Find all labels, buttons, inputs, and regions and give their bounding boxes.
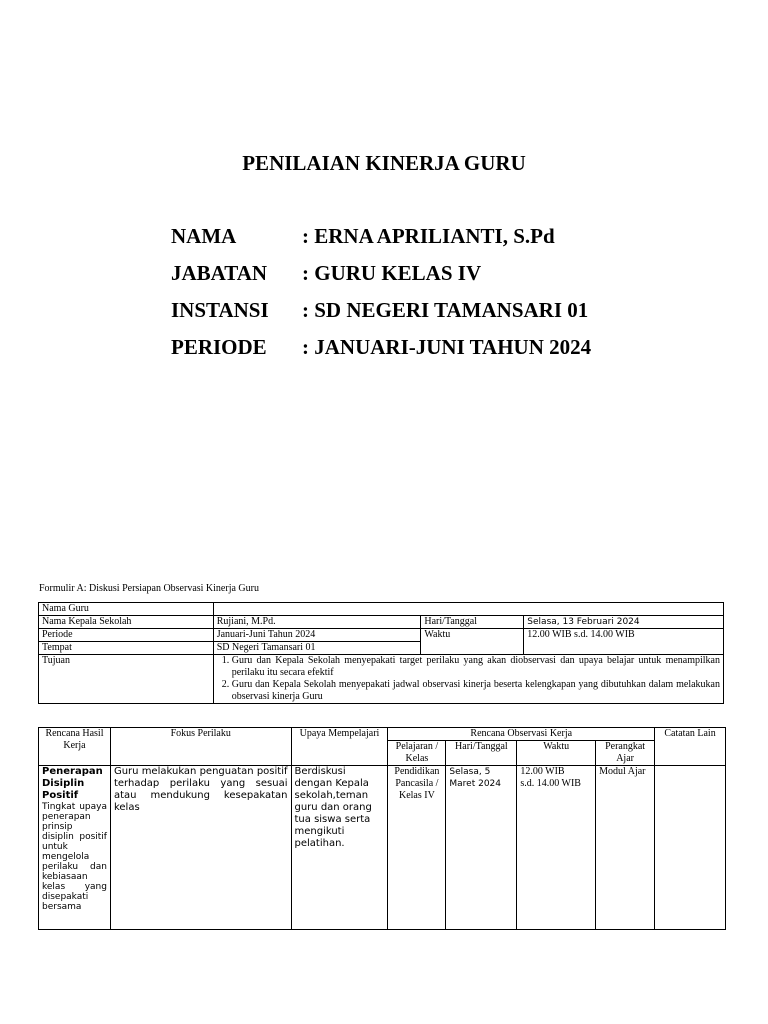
hari-label: Hari/Tanggal — [421, 616, 524, 629]
kepala-label: Nama Kepala Sekolah — [39, 616, 214, 629]
header-perangkat: Perangkat Ajar — [596, 741, 655, 766]
table-row — [39, 655, 724, 704]
header-pelajaran: Pelajaran / Kelas — [388, 741, 446, 766]
page-title: PENILAIAN KINERJA GURU — [242, 151, 526, 175]
tujuan-item: 2. Guru dan Kepala Sekolah menyepakati jadwal observasi kinerja beserta kelengkapan yang dibutuhkan dalam melakukan observasi kinerja Guru — [232, 679, 720, 703]
header-hari: Hari/Tanggal — [446, 741, 517, 766]
info-table — [38, 602, 724, 704]
waktu-line: 12.00 WIB — [520, 766, 565, 777]
identity-value: : GURU KELAS IV — [302, 261, 482, 285]
cell-pelajaran: Pendidikan Pancasila / Kelas IV — [388, 766, 446, 930]
waktu-value: 12.00 WIB s.d. 14.00 WIB — [524, 629, 724, 655]
cell-fokus: Guru melakukan penguatan positif terhadap perilaku yang sesuai atau mendukung kesepakatan kelas — [110, 766, 291, 930]
header-upaya: Upaya Mempelajari — [291, 728, 388, 766]
rencana-title: Penerapan Disiplin Positif — [42, 766, 103, 801]
identity-value: : JANUARI-JUNI TAHUN 2024 — [302, 335, 592, 359]
plan-table — [38, 727, 726, 930]
identity-value: : SD NEGERI TAMANSARI 01 — [302, 298, 589, 322]
header-catatan: Catatan Lain — [655, 728, 726, 766]
table-row — [39, 629, 724, 642]
tujuan-list — [217, 655, 720, 703]
hari-value: Selasa, 13 Februari 2024 — [524, 616, 724, 629]
identity-row-nama — [171, 224, 591, 261]
header-waktu: Waktu — [517, 741, 596, 766]
table-row — [39, 766, 726, 930]
nama-guru-value — [213, 603, 723, 616]
table-row — [39, 603, 724, 616]
tujuan-label: Tujuan — [39, 655, 214, 704]
cell-rencana — [39, 766, 111, 930]
tempat-value: SD Negeri Tamansari 01 — [213, 642, 421, 655]
tujuan-value — [213, 655, 723, 704]
tujuan-item: 1. Guru dan Kepala Sekolah menyepakati target perilaku yang akan diobservasi dan upaya belajar untuk menampilkan perilaku itu secara efektif — [232, 655, 720, 679]
identity-key: PERIODE — [171, 335, 267, 359]
cell-hari: Selasa, 5 Maret 2024 — [446, 766, 517, 930]
nama-guru-label: Nama Guru — [39, 603, 214, 616]
table-row — [39, 616, 724, 629]
identity-key: JABATAN — [171, 261, 268, 285]
identity-key: NAMA — [171, 224, 237, 248]
waktu-label: Waktu — [421, 629, 524, 655]
tempat-label: Tempat — [39, 642, 214, 655]
header-rencana-observasi: Rencana Observasi Kerja — [388, 728, 655, 741]
cell-catatan — [655, 766, 726, 930]
periode-value: Januari-Juni Tahun 2024 — [213, 629, 421, 642]
identity-row-periode — [171, 335, 591, 372]
waktu-line: s.d. 14.00 WIB — [520, 778, 581, 789]
identity-row-instansi — [171, 298, 591, 335]
form-caption: Formulir A: Diskusi Persiapan Observasi Kinerja Guru — [39, 583, 259, 594]
identity-block — [171, 224, 591, 372]
cell-perangkat: Modul Ajar — [596, 766, 655, 930]
cell-waktu — [517, 766, 596, 930]
cell-upaya: Berdiskusi dengan Kepala sekolah,teman guru dan orang tua siswa serta mengikuti pelatihan. — [291, 766, 388, 930]
identity-key: INSTANSI — [171, 298, 269, 322]
table-header-row — [39, 728, 726, 741]
rencana-desc: Tingkat upaya penerapan prinsip disiplin positif untuk mengelola perilaku dan kebiasaan kelas yang disepakati bersama — [42, 802, 107, 912]
identity-value: : ERNA APRILIANTI, S.Pd — [302, 224, 555, 248]
header-fokus: Fokus Perilaku — [110, 728, 291, 766]
periode-label: Periode — [39, 629, 214, 642]
identity-row-jabatan — [171, 261, 591, 298]
kepala-value: Rujiani, M.Pd. — [213, 616, 421, 629]
header-rencana: Rencana Hasil Kerja — [39, 728, 111, 766]
